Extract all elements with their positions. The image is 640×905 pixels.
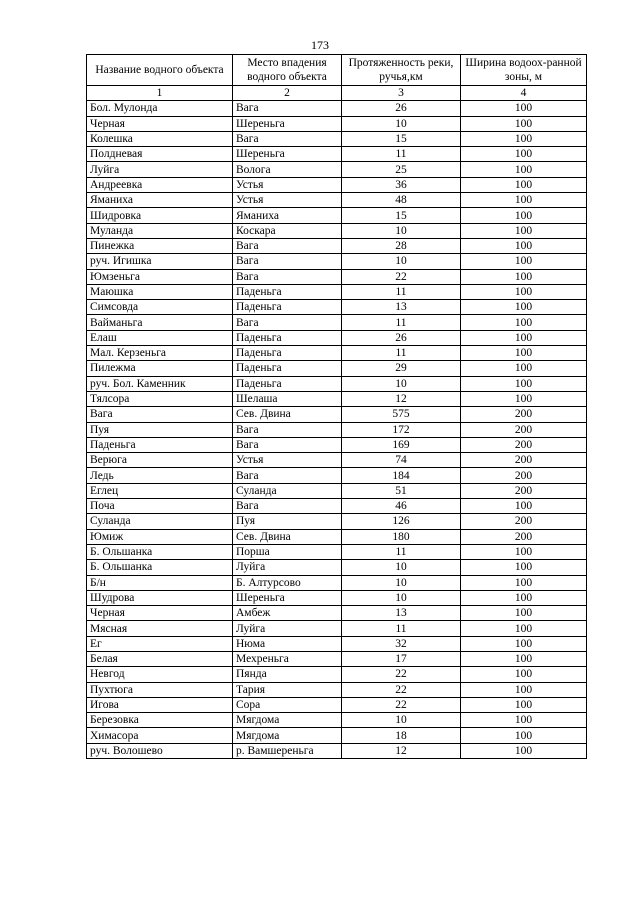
river-length: 10 [342,560,461,575]
protection-zone-width: 100 [461,728,587,743]
river-length: 11 [342,315,461,330]
water-body-name: Муланда [87,223,233,238]
table-body [87,101,587,759]
table-row [87,544,587,559]
river-length: 11 [342,544,461,559]
protection-zone-width: 200 [461,529,587,544]
mouth-location: Шереньга [233,147,342,162]
river-length: 17 [342,651,461,666]
river-length: 10 [342,254,461,269]
water-body-name: Юмзеньга [87,269,233,284]
column-number: 4 [461,86,587,101]
mouth-location: Устья [233,177,342,192]
table-row [87,346,587,361]
protection-zone-width: 100 [461,116,587,131]
river-length: 11 [342,346,461,361]
header-mouth: Место впадения водного объекта [233,55,342,86]
table-row [87,376,587,391]
mouth-location: Вага [233,254,342,269]
river-length: 22 [342,697,461,712]
river-length: 11 [342,147,461,162]
water-body-name: Еглец [87,483,233,498]
protection-zone-width: 100 [461,254,587,269]
mouth-location: Яманиха [233,208,342,223]
mouth-location: Вага [233,468,342,483]
river-length: 29 [342,361,461,376]
water-body-name: Вайманьга [87,315,233,330]
mouth-location: Шереньга [233,590,342,605]
table-row [87,621,587,636]
table-row [87,131,587,146]
table-row [87,453,587,468]
protection-zone-width: 100 [461,269,587,284]
mouth-location: Тария [233,682,342,697]
protection-zone-width: 100 [461,147,587,162]
table-row [87,697,587,712]
mouth-location: Коскара [233,223,342,238]
protection-zone-width: 100 [461,208,587,223]
river-length: 172 [342,422,461,437]
table-row [87,682,587,697]
protection-zone-width: 100 [461,376,587,391]
protection-zone-width: 100 [461,330,587,345]
mouth-location: Мехреньга [233,651,342,666]
mouth-location: Мягдома [233,728,342,743]
river-length: 11 [342,621,461,636]
water-body-name: Верюга [87,453,233,468]
protection-zone-width: 100 [461,193,587,208]
water-body-name: Невгод [87,667,233,682]
protection-zone-width: 200 [461,437,587,452]
table-row [87,116,587,131]
protection-zone-width: 100 [461,284,587,299]
table-row [87,529,587,544]
table-row [87,284,587,299]
water-body-name: Игова [87,697,233,712]
river-length: 46 [342,499,461,514]
water-body-name: Бол. Мулонда [87,101,233,116]
protection-zone-width: 100 [461,101,587,116]
table-header [87,55,587,101]
protection-zone-width: 100 [461,223,587,238]
table-row [87,223,587,238]
table-row [87,330,587,345]
river-length: 12 [342,391,461,406]
water-body-name: Вага [87,407,233,422]
table-row [87,147,587,162]
table-row [87,743,587,758]
table-row [87,437,587,452]
river-length: 126 [342,514,461,529]
table-row [87,177,587,192]
water-body-name: Яманиха [87,193,233,208]
mouth-location: Вага [233,131,342,146]
mouth-location: Шереньга [233,116,342,131]
river-length: 15 [342,131,461,146]
mouth-location: Сев. Двина [233,529,342,544]
protection-zone-width: 100 [461,697,587,712]
water-body-name: Андреевка [87,177,233,192]
table-row [87,101,587,116]
column-number: 2 [233,86,342,101]
protection-zone-width: 100 [461,361,587,376]
header-length: Протяженность реки, ручья,км [342,55,461,86]
protection-zone-width: 100 [461,590,587,605]
river-length: 36 [342,177,461,192]
river-length: 15 [342,208,461,223]
water-body-name: Паденьга [87,437,233,452]
protection-zone-width: 100 [461,636,587,651]
mouth-location: Устья [233,193,342,208]
table-row [87,238,587,253]
table-row [87,361,587,376]
mouth-location: Вологa [233,162,342,177]
water-body-name: Симсовда [87,300,233,315]
protection-zone-width: 100 [461,651,587,666]
protection-zone-width: 100 [461,743,587,758]
water-body-name: Пинежка [87,238,233,253]
protection-zone-width: 100 [461,177,587,192]
table-row [87,162,587,177]
mouth-location: Луйга [233,621,342,636]
water-body-name: Поча [87,499,233,514]
table-row [87,391,587,406]
mouth-location: Вага [233,437,342,452]
river-length: 12 [342,743,461,758]
table-row [87,468,587,483]
mouth-location: Паденьга [233,376,342,391]
protection-zone-width: 100 [461,131,587,146]
table-row [87,499,587,514]
water-body-name: руч. Бол. Каменник [87,376,233,391]
protection-zone-width: 200 [461,453,587,468]
mouth-location: Шелаша [233,391,342,406]
mouth-location: р. Вамшереньга [233,743,342,758]
mouth-location: Вага [233,499,342,514]
mouth-location: Вага [233,422,342,437]
table-row [87,575,587,590]
mouth-location: Б. Алтурсово [233,575,342,590]
water-body-name: Черная [87,116,233,131]
river-length: 51 [342,483,461,498]
river-length: 26 [342,101,461,116]
river-length: 22 [342,269,461,284]
table-row [87,560,587,575]
water-body-name: Ег [87,636,233,651]
water-body-name: Елаш [87,330,233,345]
protection-zone-width: 200 [461,468,587,483]
protection-zone-width: 200 [461,483,587,498]
protection-zone-width: 200 [461,422,587,437]
mouth-location: Пянда [233,667,342,682]
river-length: 10 [342,116,461,131]
mouth-location: Пуя [233,514,342,529]
river-length: 575 [342,407,461,422]
table-row [87,300,587,315]
protection-zone-width: 100 [461,621,587,636]
river-length: 184 [342,468,461,483]
mouth-location: Паденьга [233,284,342,299]
protection-zone-width: 100 [461,391,587,406]
river-length: 10 [342,575,461,590]
mouth-location: Сора [233,697,342,712]
header-row [87,55,587,86]
water-body-name: Б/н [87,575,233,590]
header-name: Название водного объекта [87,55,233,86]
protection-zone-width: 200 [461,514,587,529]
table-row [87,667,587,682]
river-length: 28 [342,238,461,253]
mouth-location: Паденьга [233,330,342,345]
table-row [87,254,587,269]
protection-zone-width: 100 [461,300,587,315]
table-row [87,193,587,208]
river-length: 180 [342,529,461,544]
mouth-location: Суланда [233,483,342,498]
table-row [87,208,587,223]
mouth-location: Паденьга [233,300,342,315]
table-row [87,713,587,728]
river-length: 22 [342,667,461,682]
protection-zone-width: 200 [461,407,587,422]
river-length: 10 [342,713,461,728]
river-length: 169 [342,437,461,452]
protection-zone-width: 100 [461,346,587,361]
water-body-name: Пуя [87,422,233,437]
mouth-location: Сев. Двина [233,407,342,422]
river-length: 48 [342,193,461,208]
water-body-name: Шидровка [87,208,233,223]
protection-zone-width: 100 [461,560,587,575]
river-length: 22 [342,682,461,697]
mouth-location: Вага [233,315,342,330]
protection-zone-width: 100 [461,315,587,330]
protection-zone-width: 100 [461,238,587,253]
page-number: 173 [311,38,329,52]
table-row [87,269,587,284]
water-body-name: Шудрова [87,590,233,605]
water-body-name: Суланда [87,514,233,529]
water-body-name: Луйга [87,162,233,177]
table-row [87,483,587,498]
water-body-name: Маюшка [87,284,233,299]
protection-zone-width: 100 [461,667,587,682]
mouth-location: Вага [233,101,342,116]
mouth-location: Нюма [233,636,342,651]
river-length: 10 [342,590,461,605]
river-length: 74 [342,453,461,468]
water-body-name: Ледь [87,468,233,483]
column-number: 3 [342,86,461,101]
water-body-name: Химасора [87,728,233,743]
table-row [87,636,587,651]
water-body-name: Юмиж [87,529,233,544]
header-width: Ширина водоох-ранной зоны, м [461,55,587,86]
table-row [87,606,587,621]
river-length: 26 [342,330,461,345]
water-body-name: Черная [87,606,233,621]
water-body-name: Колешка [87,131,233,146]
water-body-name: Мал. Керзеньга [87,346,233,361]
table-row [87,514,587,529]
table-row [87,315,587,330]
column-number-row [87,86,587,101]
table-row [87,590,587,605]
water-body-name: Мясная [87,621,233,636]
mouth-location: Порша [233,544,342,559]
protection-zone-width: 100 [461,606,587,621]
water-body-name: Пухтюга [87,682,233,697]
protection-zone-width: 100 [461,713,587,728]
table-row [87,422,587,437]
mouth-location: Паденьга [233,346,342,361]
river-length: 13 [342,300,461,315]
table-row [87,728,587,743]
water-body-name: Белая [87,651,233,666]
river-length: 18 [342,728,461,743]
river-length: 10 [342,223,461,238]
water-body-name: Б. Ольшанка [87,560,233,575]
water-body-name: руч. Волошево [87,743,233,758]
protection-zone-width: 100 [461,544,587,559]
mouth-location: Вага [233,269,342,284]
river-length: 10 [342,376,461,391]
mouth-location: Мягдома [233,713,342,728]
mouth-location: Паденьга [233,361,342,376]
water-body-name: Б. Ольшанка [87,544,233,559]
protection-zone-width: 100 [461,682,587,697]
protection-zone-width: 100 [461,162,587,177]
mouth-location: Амбеж [233,606,342,621]
mouth-location: Луйга [233,560,342,575]
protection-zone-width: 100 [461,499,587,514]
table-row [87,407,587,422]
water-body-name: Тялсора [87,391,233,406]
river-length: 25 [342,162,461,177]
river-length: 11 [342,284,461,299]
table-row [87,651,587,666]
water-bodies-table [86,54,587,759]
protection-zone-width: 100 [461,575,587,590]
river-length: 32 [342,636,461,651]
mouth-location: Устья [233,453,342,468]
river-length: 13 [342,606,461,621]
mouth-location: Вага [233,238,342,253]
column-number: 1 [87,86,233,101]
water-body-name: Березовка [87,713,233,728]
water-body-name: руч. Игишка [87,254,233,269]
water-body-name: Пилежма [87,361,233,376]
water-body-name: Полдневая [87,147,233,162]
